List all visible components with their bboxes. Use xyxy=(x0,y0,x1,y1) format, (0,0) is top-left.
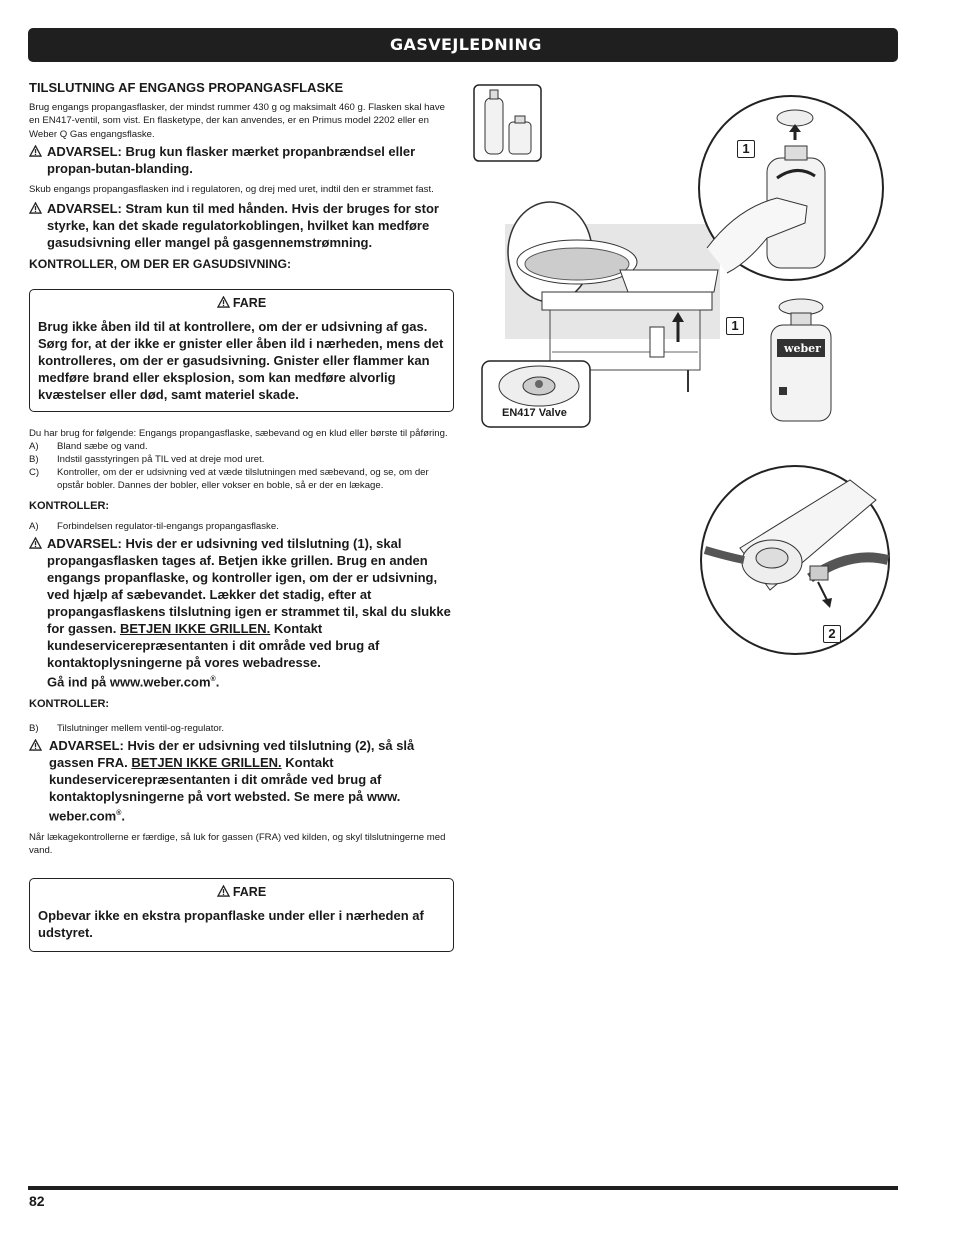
list-item: A) Forbindelsen regulator-til-engangs propangasflaske. xyxy=(29,521,279,533)
list-item: B) Tilslutninger mellem ventil-og-regulator. xyxy=(29,723,225,735)
leak-intro: Du har brug for følgende: Engangs propangasflaske, sæbevand og en klud eller børste til påføring. xyxy=(29,427,448,439)
section-heading-leak-check: KONTROLLER, OM DER ER GASUDSIVNING: xyxy=(29,256,292,271)
warning-hand-tighten: ADVARSEL: Stram kun til med hånden. Hvis der bruges for stor styrke, kan det skade regulatorkoblingen, hvilket kan medføre gasudsivning eller mangel på gasgennemstrømning. xyxy=(29,200,454,251)
brand-logo: weber xyxy=(784,342,821,355)
text-column xyxy=(29,80,454,952)
danger-box-spare-tank xyxy=(29,878,454,952)
footer-divider xyxy=(28,1186,898,1190)
warning-propane-only: ADVARSEL: Brug kun flasker mærket propanbrændsel eller propan-butan-blanding. xyxy=(29,143,454,177)
connect-instruction: Skub engangs propangasflasken ind i regulatoren, og drej med uret, indtil den er strammet fast. xyxy=(29,184,434,196)
list-item: B) Indstil gasstyringen på TIL ved at dreje mod uret. xyxy=(29,454,265,466)
page-title: GASVEJLEDNING xyxy=(390,35,542,54)
danger-body: Brug ikke åben ild til at kontrollere, om der er udsivning af gas. Sørg for, at der ikke er gnister eller åben ild i nærheden, mens det kontrolleres, om der er gasudsivning. Gnister eller flammer kan medføre brand eller eksplosion, som kan medføre alvorlig kvæstelser eller død, samt materiel skade. xyxy=(38,318,444,402)
danger-title: FARE xyxy=(232,295,267,310)
callout-1-top: 1 xyxy=(737,140,755,158)
cylinder-types-illustration xyxy=(473,84,542,162)
danger-title: FARE xyxy=(232,884,267,899)
closing-paragraph: Når lækagekontrollerne er færdige, så luk for gassen (FRA) ved kilden, og skyl tilslutningerne med vand. xyxy=(29,831,446,857)
leak-steps xyxy=(29,440,454,492)
warning-icon xyxy=(29,202,42,214)
list-item: C) Kontroller, om der er udsivning ved at væde tilslutningen med sæbevand, og se, om der opstår bobler. Dannes der bobler, eller vokser en boble, så er der en lækage. xyxy=(29,467,429,492)
attached-cylinder-illustration xyxy=(765,295,837,425)
warning-icon xyxy=(217,885,230,897)
warning-icon xyxy=(29,145,42,157)
page-header xyxy=(28,28,898,62)
warning-leak-connection-1: ADVARSEL: Hvis der er udsivning ved tilslutning (1), skal propangasflasken tages af. Betjen ikke grillen. Brug en anden engangs propanflaske, og kontroller igen, om der er udsivning, ved hjælp af sæbevandet. Lækker det stadig, efter at propangasflaskens tilslutning igen er strammet til, skal du slukke for gassen. BETJEN IKKE GRILLEN. Kontakt kundeservicerepræsentanten i dit område ved brug af kontaktoplysningerne på vores webadresse. Gå ind på www.weber.com®. xyxy=(29,535,454,690)
valve-regulator-illustration xyxy=(700,460,890,660)
warning-icon xyxy=(29,739,42,751)
valve-label: EN417 Valve xyxy=(502,407,567,419)
warning-icon xyxy=(217,296,230,308)
attach-cylinder-illustration xyxy=(697,88,885,288)
section-heading-connect: TILSLUTNING AF ENGANGS PROPANGASFLASKE xyxy=(29,80,344,95)
warning-leak-connection-2: ADVARSEL: Hvis der er udsivning ved tilslutning (2), så slå gassen FRA. BETJEN IKKE GRILLEN. Kontakt kundeservicerepræsentanten i dit område ved brug af kontaktoplysningerne på vort websted. Se mere på www. weber.com®. xyxy=(29,737,454,824)
page-number: 82 xyxy=(29,1193,45,1209)
warning-icon xyxy=(29,537,42,549)
danger-body: Opbevar ikke en ekstra propanflaske under eller i nærheden af udstyret. xyxy=(38,907,424,940)
check-heading-b: KONTROLLER: xyxy=(29,698,110,711)
list-item: A) Bland sæbe og vand. xyxy=(29,441,148,453)
callout-2: 2 xyxy=(823,625,841,643)
intro-paragraph: Brug engangs propangasflasker, der mindst rummer 430 g og maksimalt 460 g. Flasken skal have en EN417-ventil, som vist. En flasketype, der kan anvendes, er en Primus model 2202 eller en Weber Q Gas engangsflaske. xyxy=(29,102,445,140)
danger-box-open-flame xyxy=(29,289,454,412)
callout-1-bottom: 1 xyxy=(726,317,744,335)
check-heading-a: KONTROLLER: xyxy=(29,500,110,513)
